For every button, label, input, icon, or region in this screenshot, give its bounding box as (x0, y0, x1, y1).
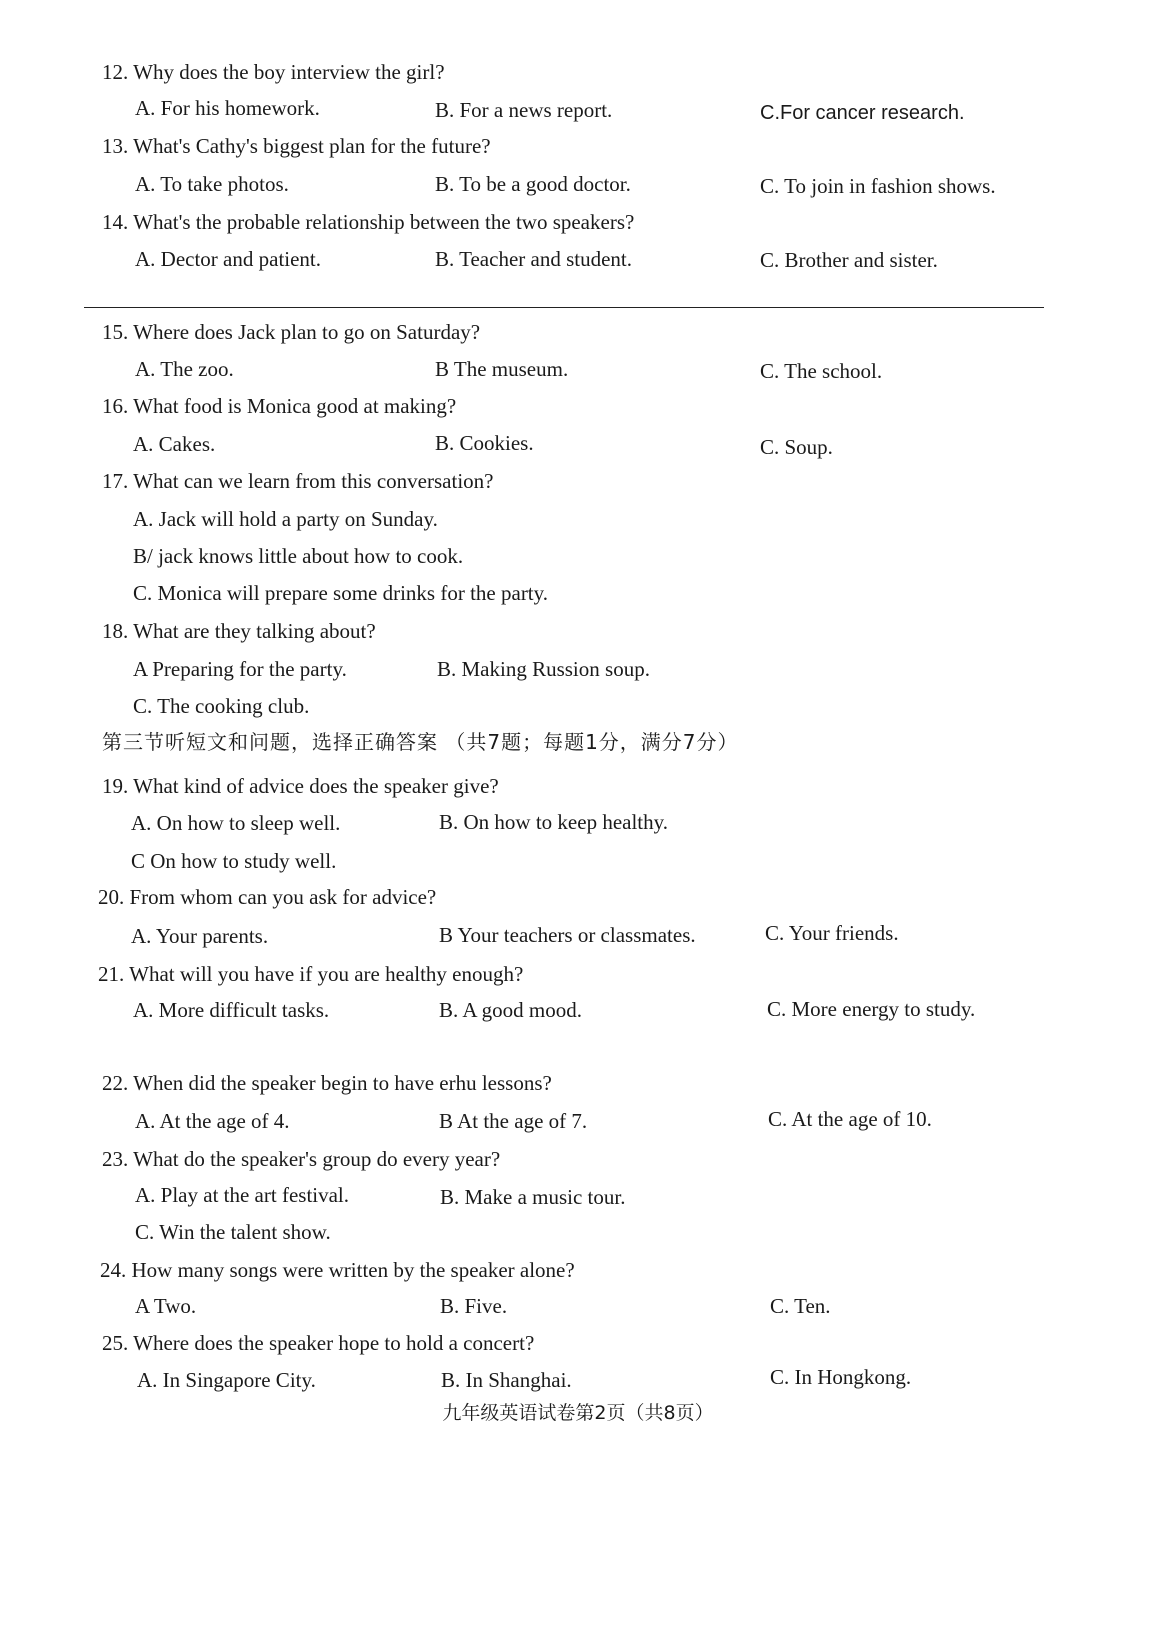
q17-option-b: B/ jack knows little about how to cook. (133, 544, 464, 568)
question-25: 25. Where does the speaker hope to hold a concert? (102, 1331, 535, 1355)
question-23: 23. What do the speaker's group do every year? (102, 1147, 501, 1171)
question-17: 17. What can we learn from this conversation? (102, 469, 494, 493)
q21-option-b: B. A good mood. (439, 998, 582, 1022)
question-18: 18. What are they talking about? (102, 619, 376, 643)
q21-option-c: C. More energy to study. (767, 997, 976, 1021)
divider-line (84, 307, 1044, 308)
page-footer: 九年级英语试卷第2页（共8页） (442, 1402, 714, 1424)
q23-option-c: C. Win the talent show. (135, 1220, 331, 1244)
q12-option-b: B. For a news report. (435, 98, 613, 122)
q21-option-a: A. More difficult tasks. (133, 998, 330, 1022)
question-15: 15. Where does Jack plan to go on Saturday? (102, 320, 481, 344)
q19-option-c: C On how to study well. (131, 849, 337, 873)
q20-option-c: C. Your friends. (765, 921, 899, 945)
q22-option-a: A. At the age of 4. (135, 1109, 290, 1133)
q23-option-a: A. Play at the art festival. (135, 1183, 350, 1207)
q16-option-a: A. Cakes. (133, 432, 216, 456)
q16-option-b: B. Cookies. (435, 431, 534, 455)
q14-option-a: A. Dector and patient. (135, 247, 322, 271)
question-12: 12. Why does the boy interview the girl? (102, 60, 445, 84)
question-13: 13. What's Cathy's biggest plan for the future? (102, 134, 491, 158)
q20-option-a: A. Your parents. (131, 924, 269, 948)
q22-option-b: B At the age of 7. (439, 1109, 588, 1133)
q18-option-a: A Preparing for the party. (133, 657, 347, 681)
q15-option-b: B The museum. (435, 357, 569, 381)
q25-option-c: C. In Hongkong. (770, 1365, 912, 1389)
question-19: 19. What kind of advice does the speaker give? (102, 774, 499, 798)
question-21: 21. What will you have if you are healthy enough? (98, 962, 524, 986)
q15-option-a: A. The zoo. (135, 357, 234, 381)
question-24: 24. How many songs were written by the speaker alone? (100, 1258, 575, 1282)
q17-option-a: A. Jack will hold a party on Sunday. (133, 507, 438, 531)
question-20: 20. From whom can you ask for advice? (98, 885, 437, 909)
q19-option-b: B. On how to keep healthy. (439, 810, 669, 834)
q18-option-c: C. The cooking club. (133, 694, 310, 718)
q18-option-b: B. Making Russion soup. (437, 657, 650, 681)
q14-option-b: B. Teacher and student. (435, 247, 632, 271)
q25-option-b: B. In Shanghai. (441, 1368, 572, 1392)
q15-option-c: C. The school. (760, 359, 883, 383)
q17-option-c: C. Monica will prepare some drinks for the party. (133, 581, 549, 605)
q23-option-b: B. Make a music tour. (440, 1185, 626, 1209)
q16-option-c: C. Soup. (760, 435, 833, 459)
question-14: 14. What's the probable relationship between the two speakers? (102, 210, 635, 234)
q24-option-c: C. Ten. (770, 1294, 831, 1318)
q19-option-a: A. On how to sleep well. (131, 811, 341, 835)
q24-option-a: A Two. (135, 1294, 197, 1318)
q22-option-c: C. At the age of 10. (768, 1107, 932, 1131)
q13-option-b: B. To be a good doctor. (435, 172, 631, 196)
q20-option-b: B Your teachers or classmates. (439, 923, 696, 947)
q24-option-b: B. Five. (440, 1294, 508, 1318)
q12-option-a: A. For his homework. (135, 96, 320, 120)
question-16: 16. What food is Monica good at making? (102, 394, 457, 418)
q13-option-a: A. To take photos. (135, 172, 289, 196)
q14-option-c: C. Brother and sister. (760, 248, 938, 272)
q25-option-a: A. In Singapore City. (137, 1368, 316, 1392)
question-22: 22. When did the speaker begin to have erhu lessons? (102, 1071, 552, 1095)
section-3-heading: 第三节听短文和问题，选择正确答案 （共7题；每题1分，满分7分） (102, 730, 739, 754)
q12-option-c: C.For cancer research. (760, 102, 965, 124)
q13-option-c: C. To join in fashion shows. (760, 174, 996, 198)
